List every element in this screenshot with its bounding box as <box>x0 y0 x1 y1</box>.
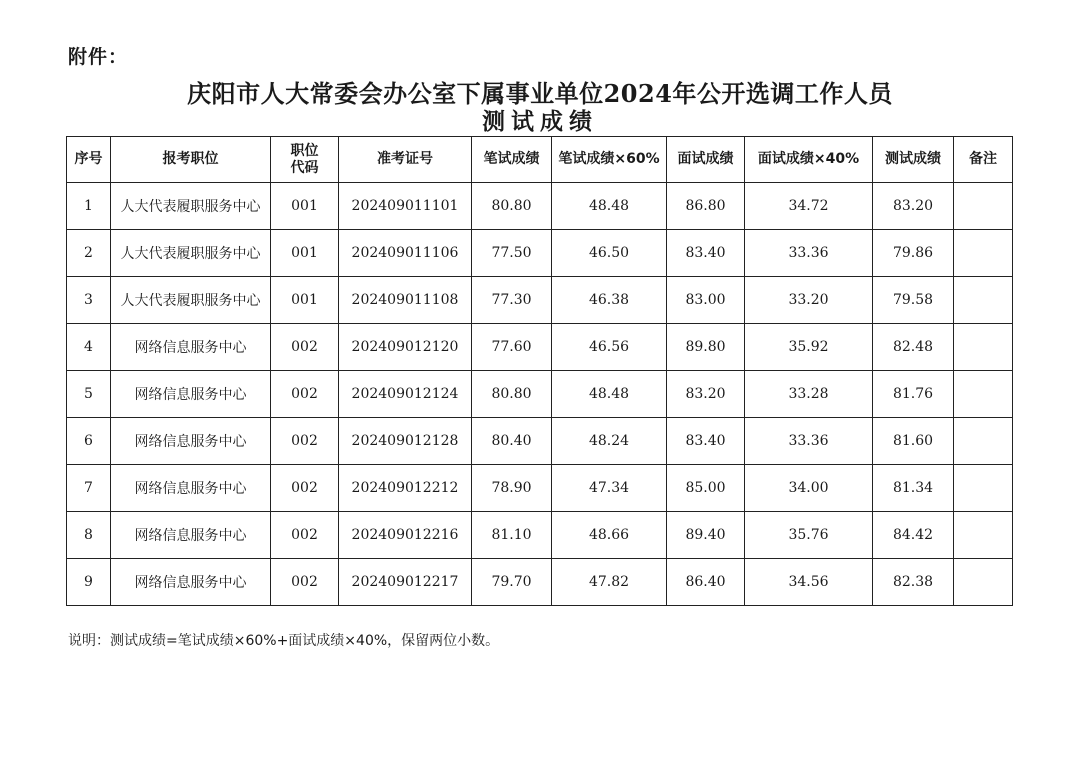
header-exam-id: 准考证号 <box>339 137 472 183</box>
cell-written: 77.60 <box>472 324 552 371</box>
cell-exam-id: 202409012212 <box>339 465 472 512</box>
cell-interview-40: 33.36 <box>745 230 873 277</box>
cell-exam-id: 202409011101 <box>339 183 472 230</box>
cell-written-60: 48.48 <box>552 183 667 230</box>
header-code-line2: 代码 <box>290 159 319 176</box>
cell-remark <box>954 371 1013 418</box>
cell-exam-id: 202409012216 <box>339 512 472 559</box>
cell-position: 网络信息服务中心 <box>111 512 271 559</box>
cell-interview-40: 35.76 <box>745 512 873 559</box>
cell-interview-40: 33.36 <box>745 418 873 465</box>
cell-remark <box>954 183 1013 230</box>
cell-interview: 85.00 <box>667 465 745 512</box>
page-subtitle: 测试成绩 <box>482 108 598 135</box>
cell-written-60: 47.82 <box>552 559 667 606</box>
cell-interview: 89.40 <box>667 512 745 559</box>
cell-interview: 83.00 <box>667 277 745 324</box>
cell-code: 001 <box>271 277 339 324</box>
header-position: 报考职位 <box>111 137 271 183</box>
header-interview-40: 面试成绩×40% <box>745 137 873 183</box>
footnote: 说明：测试成绩=笔试成绩×60%+面试成绩×40%，保留两位小数。 <box>68 633 500 649</box>
cell-total: 81.60 <box>873 418 954 465</box>
table-row <box>67 230 1013 277</box>
cell-exam-id: 202409012124 <box>339 371 472 418</box>
page-title: 庆阳市人大常委会办公室下属事业单位2024年公开选调工作人员 <box>187 79 893 108</box>
cell-interview-40: 34.72 <box>745 183 873 230</box>
cell-index: 5 <box>67 371 111 418</box>
cell-written-60: 46.50 <box>552 230 667 277</box>
cell-position: 人大代表履职服务中心 <box>111 230 271 277</box>
table-header-row <box>67 137 1013 183</box>
cell-remark <box>954 324 1013 371</box>
cell-index: 2 <box>67 230 111 277</box>
cell-index: 1 <box>67 183 111 230</box>
cell-exam-id: 202409011106 <box>339 230 472 277</box>
cell-position: 网络信息服务中心 <box>111 371 271 418</box>
cell-interview-40: 33.20 <box>745 277 873 324</box>
table-row <box>67 183 1013 230</box>
attachment-label: 附件： <box>68 46 129 68</box>
cell-interview-40: 34.56 <box>745 559 873 606</box>
cell-code: 002 <box>271 465 339 512</box>
cell-index: 3 <box>67 277 111 324</box>
header-index: 序号 <box>67 137 111 183</box>
cell-written: 80.40 <box>472 418 552 465</box>
cell-remark <box>954 559 1013 606</box>
cell-written: 79.70 <box>472 559 552 606</box>
cell-position: 网络信息服务中心 <box>111 324 271 371</box>
cell-written: 77.50 <box>472 230 552 277</box>
cell-total: 81.76 <box>873 371 954 418</box>
cell-code: 002 <box>271 371 339 418</box>
cell-interview-40: 34.00 <box>745 465 873 512</box>
cell-interview-40: 35.92 <box>745 324 873 371</box>
cell-exam-id: 202409011108 <box>339 277 472 324</box>
cell-index: 9 <box>67 559 111 606</box>
cell-position: 网络信息服务中心 <box>111 465 271 512</box>
cell-interview: 83.20 <box>667 371 745 418</box>
cell-interview: 83.40 <box>667 230 745 277</box>
cell-total: 81.34 <box>873 465 954 512</box>
cell-position: 人大代表履职服务中心 <box>111 277 271 324</box>
header-total: 测试成绩 <box>873 137 954 183</box>
cell-written-60: 47.34 <box>552 465 667 512</box>
cell-exam-id: 202409012128 <box>339 418 472 465</box>
cell-interview: 86.80 <box>667 183 745 230</box>
scores-table <box>66 136 1013 606</box>
cell-code: 002 <box>271 324 339 371</box>
cell-index: 8 <box>67 512 111 559</box>
cell-total: 82.38 <box>873 559 954 606</box>
cell-code: 002 <box>271 418 339 465</box>
cell-code: 001 <box>271 230 339 277</box>
cell-remark <box>954 418 1013 465</box>
cell-interview: 86.40 <box>667 559 745 606</box>
cell-written: 81.10 <box>472 512 552 559</box>
header-remark: 备注 <box>954 137 1013 183</box>
cell-remark <box>954 230 1013 277</box>
table-body <box>67 183 1013 606</box>
cell-remark <box>954 512 1013 559</box>
cell-remark <box>954 277 1013 324</box>
cell-written-60: 48.48 <box>552 371 667 418</box>
cell-code: 002 <box>271 512 339 559</box>
cell-interview: 89.80 <box>667 324 745 371</box>
table-row <box>67 512 1013 559</box>
cell-written: 80.80 <box>472 371 552 418</box>
cell-remark <box>954 465 1013 512</box>
cell-exam-id: 202409012217 <box>339 559 472 606</box>
table-row <box>67 559 1013 606</box>
cell-total: 84.42 <box>873 512 954 559</box>
table-row <box>67 324 1013 371</box>
table-row <box>67 371 1013 418</box>
cell-exam-id: 202409012120 <box>339 324 472 371</box>
cell-written: 77.30 <box>472 277 552 324</box>
cell-position: 网络信息服务中心 <box>111 418 271 465</box>
cell-index: 7 <box>67 465 111 512</box>
table-row <box>67 465 1013 512</box>
cell-total: 79.58 <box>873 277 954 324</box>
cell-total: 79.86 <box>873 230 954 277</box>
cell-index: 4 <box>67 324 111 371</box>
cell-code: 002 <box>271 559 339 606</box>
cell-interview: 83.40 <box>667 418 745 465</box>
header-written-60: 笔试成绩×60% <box>552 137 667 183</box>
header-interview: 面试成绩 <box>667 137 745 183</box>
table-row <box>67 277 1013 324</box>
cell-interview-40: 33.28 <box>745 371 873 418</box>
cell-position: 人大代表履职服务中心 <box>111 183 271 230</box>
cell-code: 001 <box>271 183 339 230</box>
cell-total: 82.48 <box>873 324 954 371</box>
cell-written: 78.90 <box>472 465 552 512</box>
cell-written-60: 48.24 <box>552 418 667 465</box>
table-row <box>67 418 1013 465</box>
cell-written-60: 48.66 <box>552 512 667 559</box>
cell-written-60: 46.56 <box>552 324 667 371</box>
cell-written: 80.80 <box>472 183 552 230</box>
cell-position: 网络信息服务中心 <box>111 559 271 606</box>
cell-index: 6 <box>67 418 111 465</box>
header-code <box>271 137 339 183</box>
cell-total: 83.20 <box>873 183 954 230</box>
cell-written-60: 46.38 <box>552 277 667 324</box>
header-written: 笔试成绩 <box>472 137 552 183</box>
header-code-line1: 职位 <box>290 142 319 159</box>
